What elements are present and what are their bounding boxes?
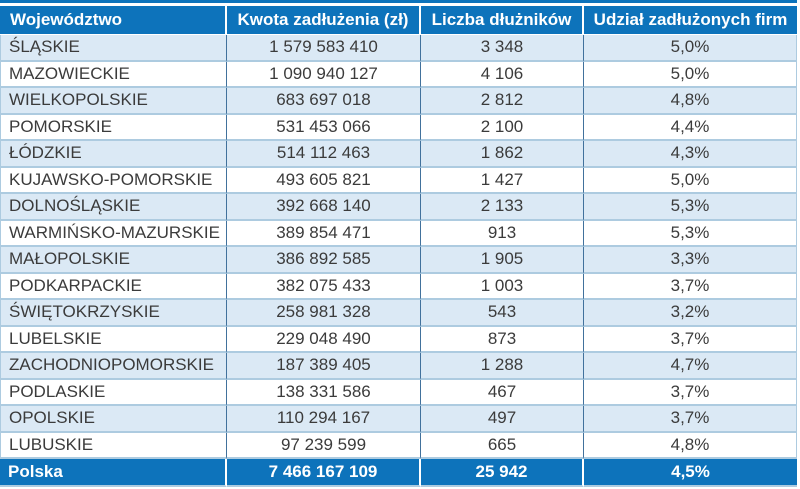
region-cell: PODKARPACKIE bbox=[0, 274, 227, 301]
column-header-debtor-count: Liczba dłużników bbox=[421, 6, 584, 35]
debt-amount-cell: 258 981 328 bbox=[227, 300, 421, 327]
region-cell: KUJAWSKO-POMORSKIE bbox=[0, 168, 227, 195]
table-row bbox=[0, 62, 797, 89]
table-row bbox=[0, 115, 797, 142]
debt-share-cell: 5,0% bbox=[584, 168, 797, 195]
region-cell: LUBELSKIE bbox=[0, 327, 227, 354]
debt-share-cell: 3,7% bbox=[584, 327, 797, 354]
debt-amount-cell: 392 668 140 bbox=[227, 194, 421, 221]
column-header-debt-share: Udział zadłużonych firm bbox=[584, 6, 797, 35]
debtor-count-cell: 873 bbox=[421, 327, 584, 354]
debtor-count-cell: 2 100 bbox=[421, 115, 584, 142]
column-header-debt-amount: Kwota zadłużenia (zł) bbox=[227, 6, 421, 35]
table-row bbox=[0, 327, 797, 354]
debt-share-cell: 4,4% bbox=[584, 115, 797, 142]
debt-amount-cell: 514 112 463 bbox=[227, 141, 421, 168]
debtor-count-cell: 913 bbox=[421, 221, 584, 248]
column-header-region: Województwo bbox=[0, 6, 227, 35]
table-header bbox=[0, 6, 797, 35]
table-row bbox=[0, 300, 797, 327]
table-row bbox=[0, 141, 797, 168]
debt-amount-cell: 389 854 471 bbox=[227, 221, 421, 248]
debtor-count-cell: 1 003 bbox=[421, 274, 584, 301]
debt-amount-cell: 138 331 586 bbox=[227, 380, 421, 407]
total-row bbox=[0, 459, 797, 487]
region-cell: DOLNOŚLĄSKIE bbox=[0, 194, 227, 221]
debt-amount-cell: 1 579 583 410 bbox=[227, 35, 421, 62]
debt-share-cell: 5,3% bbox=[584, 194, 797, 221]
header-row bbox=[0, 6, 797, 35]
debtor-count-cell: 665 bbox=[421, 433, 584, 460]
debt-amount-cell: 382 075 433 bbox=[227, 274, 421, 301]
debtor-count-cell: 1 862 bbox=[421, 141, 584, 168]
region-cell: OPOLSKIE bbox=[0, 406, 227, 433]
table-row bbox=[0, 247, 797, 274]
total-region-cell: Polska bbox=[0, 459, 227, 487]
debtor-count-cell: 497 bbox=[421, 406, 584, 433]
table-top-border bbox=[0, 0, 797, 3]
region-cell: WARMIŃSKO-MAZURSKIE bbox=[0, 221, 227, 248]
table-row bbox=[0, 274, 797, 301]
debt-share-cell: 3,7% bbox=[584, 380, 797, 407]
debtor-count-cell: 1 427 bbox=[421, 168, 584, 195]
debt-amount-cell: 97 239 599 bbox=[227, 433, 421, 460]
region-cell: PODLASKIE bbox=[0, 380, 227, 407]
table-row bbox=[0, 406, 797, 433]
debtor-count-cell: 1 905 bbox=[421, 247, 584, 274]
region-cell: MAZOWIECKIE bbox=[0, 62, 227, 89]
total-debtor-count-cell: 25 942 bbox=[421, 459, 584, 487]
debt-amount-cell: 531 453 066 bbox=[227, 115, 421, 142]
debt-amount-cell: 683 697 018 bbox=[227, 88, 421, 115]
region-cell: ZACHODNIOPOMORSKIE bbox=[0, 353, 227, 380]
debtor-count-cell: 543 bbox=[421, 300, 584, 327]
region-cell: MAŁOPOLSKIE bbox=[0, 247, 227, 274]
debt-share-cell: 4,7% bbox=[584, 353, 797, 380]
debt-share-cell: 4,8% bbox=[584, 88, 797, 115]
debt-share-cell: 5,0% bbox=[584, 62, 797, 89]
debtor-count-cell: 467 bbox=[421, 380, 584, 407]
debt-share-cell: 5,3% bbox=[584, 221, 797, 248]
region-cell: ŁÓDZKIE bbox=[0, 141, 227, 168]
debt-share-cell: 3,3% bbox=[584, 247, 797, 274]
table-row bbox=[0, 168, 797, 195]
debtor-count-cell: 4 106 bbox=[421, 62, 584, 89]
table-row bbox=[0, 35, 797, 62]
table-body bbox=[0, 35, 797, 459]
total-debt-amount-cell: 7 466 167 109 bbox=[227, 459, 421, 487]
debt-amount-cell: 386 892 585 bbox=[227, 247, 421, 274]
debt-share-cell: 5,0% bbox=[584, 35, 797, 62]
debtor-count-cell: 2 812 bbox=[421, 88, 584, 115]
debt-amount-cell: 229 048 490 bbox=[227, 327, 421, 354]
debt-share-cell: 3,2% bbox=[584, 300, 797, 327]
debtor-count-cell: 3 348 bbox=[421, 35, 584, 62]
table-row bbox=[0, 88, 797, 115]
total-debt-share-cell: 4,5% bbox=[584, 459, 797, 487]
table-row bbox=[0, 194, 797, 221]
regional-debt-table bbox=[0, 6, 797, 487]
table-row bbox=[0, 433, 797, 460]
debt-amount-cell: 493 605 821 bbox=[227, 168, 421, 195]
region-cell: ŚLĄSKIE bbox=[0, 35, 227, 62]
table-row bbox=[0, 353, 797, 380]
table-footer bbox=[0, 459, 797, 487]
debt-share-cell: 4,8% bbox=[584, 433, 797, 460]
debt-amount-cell: 187 389 405 bbox=[227, 353, 421, 380]
debtor-count-cell: 2 133 bbox=[421, 194, 584, 221]
debtor-count-cell: 1 288 bbox=[421, 353, 584, 380]
debt-share-cell: 4,3% bbox=[584, 141, 797, 168]
table-row bbox=[0, 221, 797, 248]
debt-amount-cell: 1 090 940 127 bbox=[227, 62, 421, 89]
region-cell: WIELKOPOLSKIE bbox=[0, 88, 227, 115]
table-row bbox=[0, 380, 797, 407]
debt-share-cell: 3,7% bbox=[584, 406, 797, 433]
region-cell: POMORSKIE bbox=[0, 115, 227, 142]
debt-share-cell: 3,7% bbox=[584, 274, 797, 301]
region-cell: LUBUSKIE bbox=[0, 433, 227, 460]
debt-amount-cell: 110 294 167 bbox=[227, 406, 421, 433]
region-cell: ŚWIĘTOKRZYSKIE bbox=[0, 300, 227, 327]
